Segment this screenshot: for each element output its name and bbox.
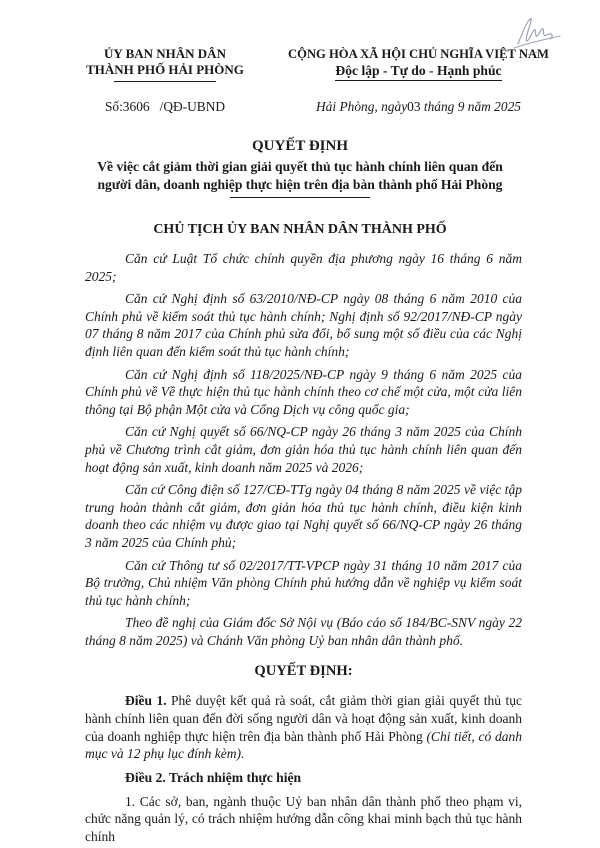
document-subject-line1: Về việc cắt giảm thời gian giải quyết thủ tục hành chính liên quan đến — [97, 159, 503, 174]
article-1-text: Phê duyệt kết quả rà soát, cắt giảm thời gian giải quyết thủ tục hành chính liên quan đến đời sống người dân và hoạt động sản xuất, kinh doanh của doanh nghiệp thực hiện trên địa bàn thành phố Hải Phòng — [85, 693, 522, 744]
national-title: CỘNG HÒA XÃ HỘI CHỦ NGHĨA VIỆT NAM — [288, 47, 549, 61]
legal-basis-paragraph: Căn cứ Nghị định số 63/2010/NĐ-CP ngày 08 tháng 6 năm 2010 của Chính phủ về kiểm soát thủ tục hành chính; Nghị định số 92/2017/NĐ-CP ngày 07 tháng 8 năm 2017 của Chính phủ sửa đổi, bổ sung một số điều của các Nghị định liên quan đến kiểm soát thủ tục hành chính; — [85, 291, 522, 359]
document-type-title: QUYẾT ĐỊNH — [252, 138, 348, 154]
legal-basis-paragraph: Căn cứ Nghị định số 118/2025/NĐ-CP ngày 9 tháng 6 năm 2025 của Chính phủ về Về thực hiện thủ tục hành chính theo cơ chế một cửa, một cửa liên thông tại Bộ phận Một cửa và Cổng Dịch vụ công quốc gia; — [85, 366, 522, 417]
article-2-heading: Điều 2. Trách nhiệm thực hiện — [125, 769, 302, 785]
document-subject — [0, 158, 600, 194]
legal-basis-paragraph: Căn cứ Luật Tổ chức chính quyền địa phương ngày 16 tháng 6 năm 2025; — [85, 251, 522, 284]
article-1 — [85, 692, 522, 762]
issuing-authority-line1: ỦY BAN NHÂN DÂN — [104, 46, 226, 61]
document-body — [85, 250, 522, 846]
legal-basis-paragraph: Căn cứ Thông tư số 02/2017/TT-VPCP ngày 31 tháng 10 năm 2017 của Bộ trưởng, Chủ nhiệm Văn phòng Chính phủ hướng dẫn về nghiệp vụ kiểm soát thủ tục hành chính; — [85, 557, 522, 608]
authority-underline — [114, 81, 216, 82]
document-header — [55, 46, 562, 82]
date-day-stamped: 03 — [407, 99, 421, 114]
handwritten-signature-mark — [510, 14, 572, 66]
document-subject-line2: người dân, doanh nghiệp thực hiện trên địa bàn thành phố Hải Phòng — [97, 177, 503, 192]
document-number-value: Số:3606 — [104, 99, 150, 114]
document-number — [55, 99, 275, 115]
place-date-suffix: tháng 9 năm 2025 — [420, 99, 521, 114]
legal-basis-paragraph: Căn cứ Nghị quyết số 66/NQ-CP ngày 26 tháng 3 năm 2025 của Chính phủ về Chương trình cắt giảm, đơn giản hóa thủ tục hành chính liên quan đến hoạt động sản xuất, kinh doanh năm 2025 và 2026; — [85, 424, 522, 475]
article-1-note: (Chi tiết, có danh mục và 12 phụ lục đính kèm). — [85, 728, 522, 762]
issuing-authority-block — [55, 46, 275, 82]
legal-basis-paragraph: Theo đề nghị của Giám đốc Sở Nội vụ (Báo cáo số 184/BC-SNV ngày 22 tháng 8 năm 2025) và Chánh Văn phòng Uỷ ban nhân dân thành phố. — [85, 615, 522, 648]
article-2-item-1: 1. Các sở, ban, ngành thuộc Uỷ ban nhân dân thành phố theo phạm vi, chức năng quản lý, có trách nhiệm hướng dẫn công khai minh bạch thủ tục hành chính — [85, 793, 522, 845]
article-1-label: Điều 1. — [125, 693, 167, 709]
number-date-row — [55, 99, 562, 115]
decision-heading: QUYẾT ĐỊNH: — [254, 663, 353, 680]
issuing-authority-line2: THÀNH PHỐ HẢI PHÒNG — [86, 62, 244, 77]
legal-basis-paragraph: Căn cứ Công điện số 127/CĐ-TTg ngày 04 tháng 8 năm 2025 về việc tập trung hoàn thành cắt giảm, đơn giản hóa thủ tục hành chính, điều kiện kinh doanh theo các nhiệm vụ được giao tại Nghị quyết số 66/NQ-CP ngày 26 tháng 3 năm 2025 của Chính phủ; — [85, 482, 522, 550]
national-motto: Độc lập - Tự do - Hạnh phúc — [335, 62, 501, 81]
deciding-authority-heading: CHỦ TỊCH ỦY BAN NHÂN DÂN THÀNH PHỐ — [153, 222, 447, 237]
document-number-suffix: /QĐ-UBND — [159, 99, 226, 114]
place-date-line — [275, 99, 562, 115]
subject-underline — [230, 197, 370, 198]
place-date-prefix: Hải Phòng, ngày — [316, 99, 408, 114]
title-block — [0, 137, 600, 198]
